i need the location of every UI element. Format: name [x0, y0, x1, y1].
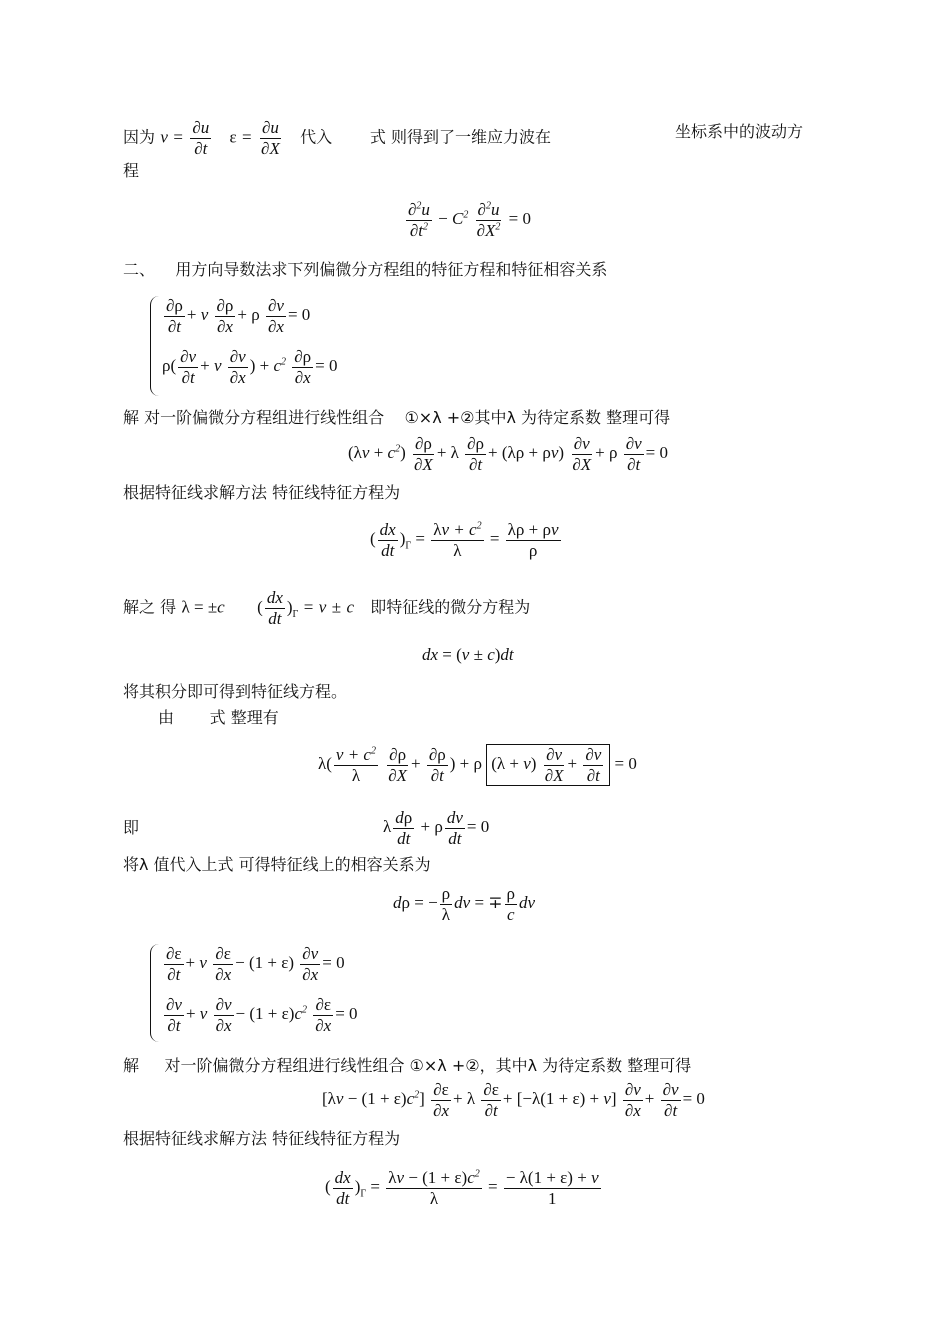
arrange-text: 式 整理有: [209, 708, 279, 727]
solve-line: 解之 得 λ = ±c ( $\frac{dx}{dt}$ )$_\Gamma = v \pm c$ 即特征线的微分方程为: [123, 588, 531, 628]
system1-eq2: ρ( $\frac{\partial v}{\partial t}$ + v $\frac{\partial v}{\partial x}$ ) + $c^2$ $\frac{\partial\rho}{\partial x}$ = 0: [162, 347, 338, 387]
intro-line: 因为 v = $\frac{\partial u}{\partial t}$ ε = $\frac{\partial u}{\partial X}$ 代入 式 则得到了一维应力波在: [123, 118, 551, 158]
compatibility-relation-1: dρ = − $\frac{\rho}{\lambda}$ dv = ∓ $\frac{\rho}{c}$ dv: [393, 884, 536, 924]
system2-eq1: $\frac{\partial\varepsilon}{\partial t}$ + v $\frac{\partial\varepsilon}{\partial x}$ − (1 + ε) $\frac{\partial v}{\partial x}$ = 0: [166, 944, 345, 984]
solution-text-a: 解 对一阶偏微分方程组进行线性组合: [123, 408, 385, 427]
solution-text-b: ①×λ +②其中λ 为待定系数 整理可得: [404, 408, 671, 427]
solve-text-a: 解之 得: [123, 597, 177, 617]
solution-intro-2: [123, 1058, 691, 1074]
solution2-label: 解: [123, 1056, 140, 1075]
text-substitute: 代入: [300, 127, 333, 147]
text-equation-end: 程: [123, 161, 140, 180]
characteristic-method-1: 根据特征线求解方法 特征线特征方程为: [123, 483, 401, 502]
from-text: 由: [158, 708, 175, 727]
solve-text-b: 即特征线的微分方程为: [370, 597, 531, 617]
fraction-du-dX: $\frac{\partial u}{\partial X}$: [261, 118, 280, 158]
text-coordinate-system: 坐标系中的波动方: [675, 122, 804, 141]
characteristic-equation-1: ( $\frac{dx}{dt}$ )$_\Gamma$ = $\frac{\lambda v + c^2}{\lambda}$ = $\frac{\lambda\rho + \rho v}{\rho}$: [370, 520, 559, 560]
total-derivative-equation: λ $\frac{d\rho}{dt}$ + ρ $\frac{dv}{dt}$ = 0: [383, 808, 490, 848]
system2-eq2: $\frac{\partial v}{\partial t}$ + v $\frac{\partial v}{\partial x}$ − $(1 + \varepsilon)c^2$ $\frac{\partial\varepsilon}{\partial x}$ = 0: [166, 995, 358, 1035]
solution-intro-1: [123, 410, 670, 426]
section-number: 二、: [123, 260, 156, 279]
characteristic-equation-2: ( $\frac{dx}{dt}$ )$_\Gamma$ = $\frac{\lambda v - (1 + \varepsilon)c^2}{\lambda}$ = $\frac{- \lambda(1 + \varepsilon) + v}{1}$: [325, 1168, 599, 1208]
section-two-header: [123, 262, 607, 278]
characteristic-ode: dx = (v ± c)dt: [422, 645, 514, 664]
lambda-equation: λ( $\frac{v + c^2}{\lambda}$ $\frac{\partial\rho}{\partial X}$ + $\frac{\partial\rho}{\partial t}$ ) + ρ (λ + v) $\frac{\partial v}{\partial X}$ + $\frac{\partial v}{\partial t}$ = 0: [318, 745, 637, 785]
from-formula-line: [158, 710, 279, 726]
system1-eq1: $\frac{\partial\rho}{\partial t}$ + v $\frac{\partial\rho}{\partial x}$ + ρ $\frac{\partial v}{\partial x}$ = 0: [166, 296, 311, 336]
text-obtain-wave: 式 则得到了一维应力波在: [369, 127, 551, 147]
integrate-text: 将其积分即可得到特征线方程。: [123, 682, 348, 701]
fraction-du-dt: $\frac{\partial u}{\partial t}$: [192, 118, 210, 158]
wave-equation: $\frac{\partial^2u}{\partial t^2}$ − $C^2$ $\frac{\partial^2u}{\partial X^2}$ = 0: [408, 200, 531, 240]
namely-text: 即: [123, 818, 140, 837]
characteristic-method-2: 根据特征线求解方法 特征线特征方程为: [123, 1129, 401, 1148]
substitute-lambda-text: 将λ 值代入上式 可得特征线上的相容关系为: [123, 855, 431, 874]
combined-equation-2: $[\lambda v - (1 + \varepsilon)c^2]$ $\frac{\partial\varepsilon}{\partial x}$ + λ $\frac{\partial\varepsilon}{\partial t}$ + [−λ(1 + ε) + v] $\frac{\partial v}{\partial x}$ + $\frac{\partial v}{\partial t}$ = 0: [322, 1080, 705, 1120]
equation-system-1: [150, 296, 410, 396]
section-title: 用方向导数法求下列偏微分方程组的特征方程和特征相容关系: [175, 260, 608, 279]
equation-system-2: [150, 944, 410, 1044]
combined-equation-1: $(\lambda v + c^2)$ $\frac{\partial\rho}{\partial X}$ + λ $\frac{\partial\rho}{\partial t}$ + (λρ + ρv) $\frac{\partial v}{\partial X}$ + ρ $\frac{\partial v}{\partial t}$ = 0: [348, 434, 668, 474]
text-because: 因为: [123, 127, 156, 147]
solution2-text: 对一阶偏微分方程组进行线性组合 ①×λ +②，其中λ 为待定系数 整理可得: [164, 1056, 692, 1075]
